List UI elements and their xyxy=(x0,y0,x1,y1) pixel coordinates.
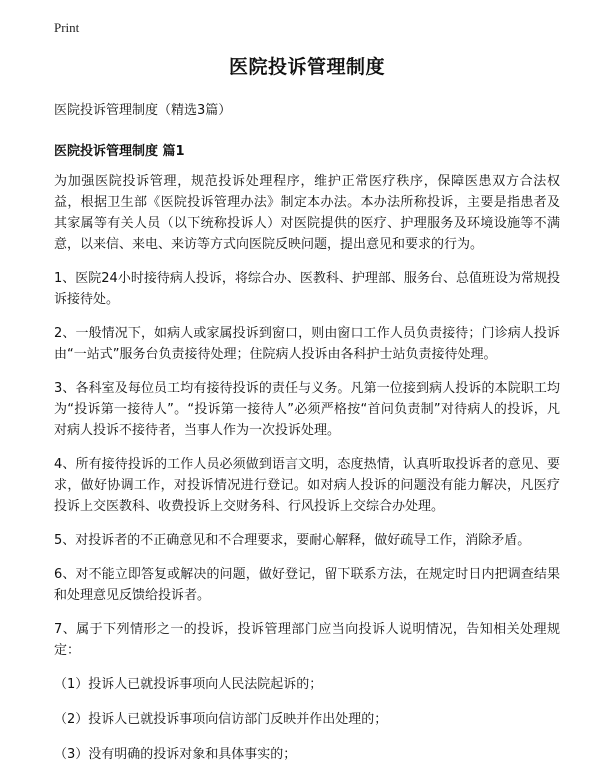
rule-paragraph: 5、对投诉者的不正确意见和不合理要求，要耐心解释，做好疏导工作，消除矛盾。 xyxy=(54,533,531,548)
rule-paragraph: 2、一般情况下，如病人或家属投诉到窗口，则由窗口工作人员负责接待；门诊病人投诉由“一站式”服务台负责接待处理；住院病人投诉由各科护士站负责接待处理。 xyxy=(54,326,560,362)
document-title: 医院投诉管理制度 xyxy=(228,56,385,78)
print-label[interactable]: Print xyxy=(54,20,80,35)
rule-paragraph: 3、各科室及每位员工均有接待投诉的责任与义务。凡第一位接到病人投诉的本院职工均为“投诉第一接待人”。“投诉第一接待人”必须严格按“首问负责制”对待病人的投诉，凡对病人投诉不接待者，当事人作为一次投诉处理。 xyxy=(54,381,560,438)
section-heading: 医院投诉管理制度 篇1 xyxy=(54,144,185,159)
list-item: （3）没有明确的投诉对象和具体事实的； xyxy=(54,747,297,762)
list-item: （2）投诉人已就投诉事项向信访部门反映并作出处理的； xyxy=(54,712,388,727)
intro-paragraph: 为加强医院投诉管理，规范投诉处理程序，维护正常医疗秩序，保障医患双方合法权益，根据卫生部《医院投诉管理办法》制定本办法。本办法所称投诉，主要是指患者及其家属等有关人员（以下统称投诉人）对医院提供的医疗、护理服务及环境设施等不满意，以来信、来电、来访等方式向医院反映问题，提出意见和要求的行为。 xyxy=(54,174,560,252)
document-subtitle: 医院投诉管理制度（精选3篇） xyxy=(54,103,232,118)
rule-paragraph: 7、属于下列情形之一的投诉，投诉管理部门应当向投诉人说明情况，告知相关处理规定： xyxy=(54,622,560,658)
document-page xyxy=(54,52,560,779)
rule-paragraph: 4、所有接待投诉的工作人员必须做到语言文明，态度热情，认真听取投诉者的意见、要求，做好协调工作，对投诉情况进行登记。如对病人投诉的问题没有能力解决，凡医疗投诉上交医教科、收费投诉上交财务科、行风投诉上交综合办处理。 xyxy=(54,457,560,514)
list-item: （1）投诉人已就投诉事项向人民法院起诉的； xyxy=(54,677,323,692)
rule-paragraph: 1、医院24小时接待病人投诉，将综合办、医教科、护理部、服务台、总值班设为常规投诉接待处。 xyxy=(54,271,560,307)
rule-paragraph: 6、对不能立即答复或解决的问题，做好登记，留下联系方法，在规定时日内把调查结果和处理意见反馈给投诉者。 xyxy=(54,567,560,603)
